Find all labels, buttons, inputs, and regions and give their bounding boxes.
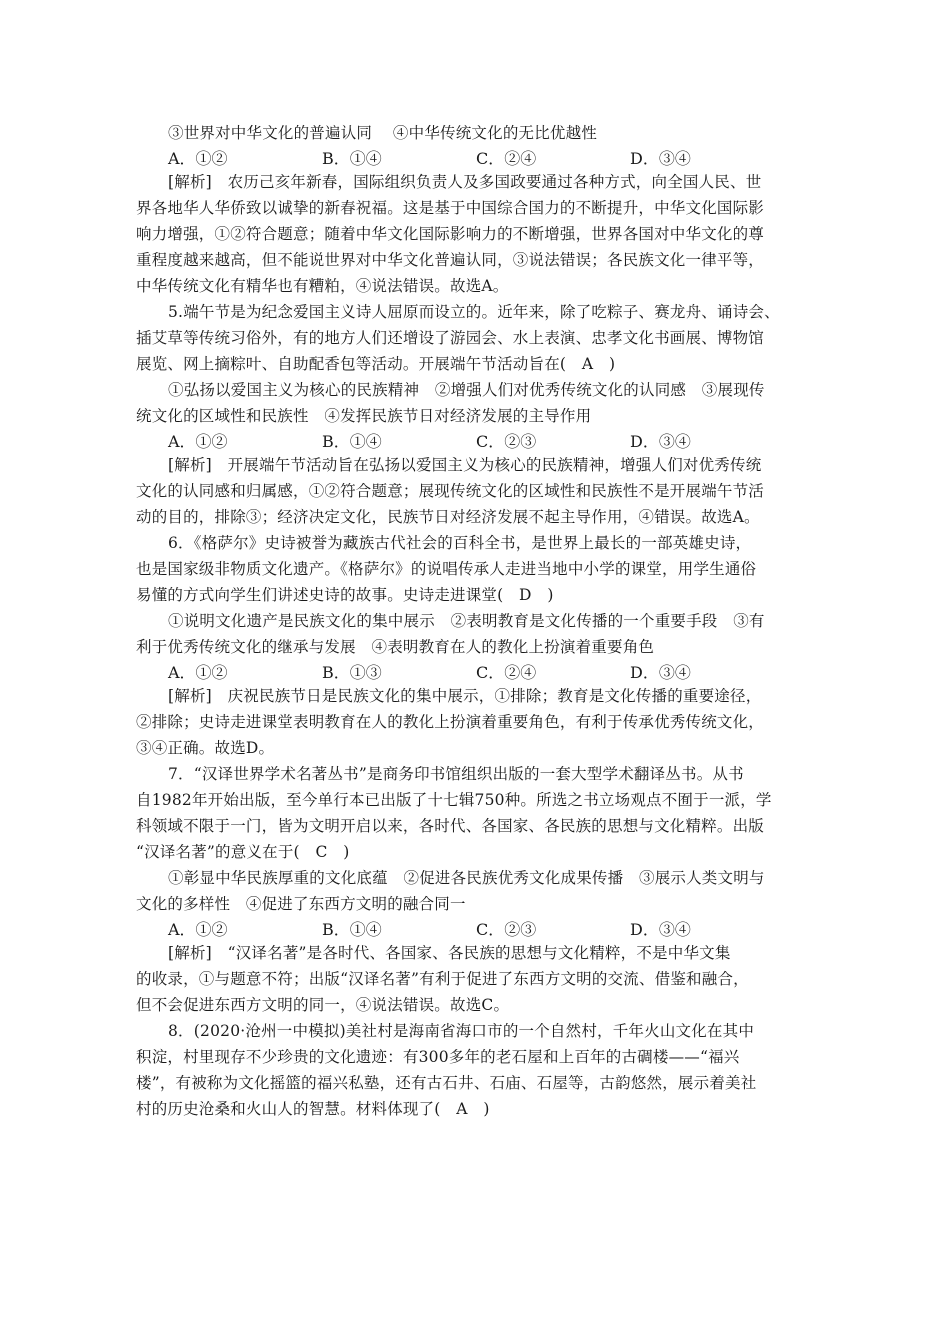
text-line: 自1982年开始出版，至今单行本已出版了十七辑750种。所选之书立场观点不囿于一派，学 [136,791,772,809]
question-stem: 7．“汉译世界学术名著丛书”是商务印书馆组织出版的一套大型学术翻译丛书。从书 [168,765,744,783]
question-5-analysis [136,452,816,530]
text-line: [解析] 农历己亥年新春，国际组织负责人及多国政要通过各种方式，向全国人民、世 [168,173,762,191]
text-line: 中华传统文化有精华也有糟粕，④说法错误。故选A。 [136,277,509,295]
text-line: ③④正确。故选D。 [136,739,275,757]
text-line: 文化的认同感和归属感，①②符合题意；展现传统文化的区域性和民族性不是开展端午节活 [136,482,765,500]
text-line: [解析] “汉译名著”是各时代、各国家、各民族的思想与文化精粹，不是中华文集 [168,944,731,962]
option-c: C．②④ [476,149,537,168]
text-line: 统文化的区域性和民族性 ④发挥民族节日对经济发展的主导作用 [136,407,592,425]
text-line: 插艾草等传统习俗外，有的地方人们还增设了游园会、水上表演、忠孝文化书画展、博物馆 [136,329,765,347]
answer-options [136,429,816,452]
option-b: B．①③ [322,663,382,682]
text-line: “汉译名著”的意义在于( C ) [136,843,350,861]
text-line: 积淀，村里现存不少珍贵的文化遗迹：有300多年的老石屋和上百年的古碉楼——“福兴 [136,1048,740,1066]
text-line: [解析] 庆祝民族节日是民族文化的集中展示，①排除；教育是文化传播的重要途径， [168,687,762,705]
text-line: 重程度越来越高，但不能说世界对中华文化普遍认同，③说法错误；各民族文化一律平等， [136,251,765,269]
question-6 [136,530,816,683]
text-line: 的收录，①与题意不符；出版“汉译名著”有利于促进了东西方文明的交流、借鉴和融合， [136,970,749,988]
option-c: C．②③ [476,432,537,451]
option-b: B．①④ [322,149,382,168]
text-line: 但不会促进东西方文明的同一，④说法错误。故选C。 [136,996,510,1014]
text-line: ③世界对中华文化的普遍认同 ④中华传统文化的无比优越性 [168,124,598,142]
option-b: B．①④ [322,432,382,451]
text-line: ①说明文化遗产是民族文化的集中展示 ②表明教育是文化传播的一个重要手段 ③有 [168,612,765,630]
option-c: C．②③ [476,920,537,939]
text-line: 展览、网上摘粽叶、自助配香包等活动。开展端午节活动旨在( A ) [136,355,616,373]
answer-options [136,660,816,683]
text-line: 文化的多样性 ④促进了东西方文明的融合同一 [136,895,466,913]
question-7-analysis [136,940,816,1018]
text-line: ①彰显中华民族厚重的文化底蕴 ②促进各民族优秀文化成果传播 ③展示人类文明与 [168,869,765,887]
text-line: 界各地华人华侨致以诚挚的新春祝福。这是基于中国综合国力的不断提升，中华文化国际影 [136,199,765,217]
text-line: 科领域不限于一门，皆为文明开启以来，各时代、各国家、各民族的思想与文化精粹。出版 [136,817,765,835]
question-stem: 5.端午节是为纪念爱国主义诗人屈原而设立的。近年来，除了吃粽子、赛龙舟、诵诗会、 [168,303,780,321]
text-line: 易懂的方式向学生们讲述史诗的故事。史诗走进课堂( D ) [136,586,554,604]
option-d: D．③④ [630,432,691,451]
text-line: 响力增强，①②符合题意；随着中华文化国际影响力的不断增强，世界各国对中华文化的尊 [136,225,765,243]
text-line: ②排除；史诗走进课堂表明教育在人的教化上扮演着重要角色，有利于传承优秀传统文化， [136,713,765,731]
option-c: C．②④ [476,663,537,682]
text-line: 动的目的，排除③；经济决定文化，民族节日对经济发展不起主导作用，④错误。故选A。 [136,508,760,526]
option-a: A．①② [168,432,228,451]
question-4-analysis [136,169,816,299]
text-line: ①弘扬以爱国主义为核心的民族精神 ②增强人们对优秀传统文化的认同感 ③展现传 [168,381,765,399]
question-5 [136,299,816,452]
question-7 [136,761,816,940]
option-b: B．①④ [322,920,382,939]
question-stem: 6．《格萨尔》史诗被誉为藏族古代社会的百科全书，是世界上最长的一部英雄史诗， [168,534,752,552]
option-d: D．③④ [630,663,691,682]
question-6-analysis [136,683,816,761]
text-line: [解析] 开展端午节活动旨在弘扬以爱国主义为核心的民族精神，增强人们对优秀传统 [168,456,762,474]
option-d: D．③④ [630,149,691,168]
answer-options [136,917,816,940]
text-line: 也是国家级非物质文化遗产。《格萨尔》的说唱传承人走进当地中小学的课堂，用学生通俗 [136,560,757,578]
text-line: 利于优秀传统文化的继承与发展 ④表明教育在人的教化上扮演着重要角色 [136,638,655,656]
question-4-tail [136,120,816,169]
option-a: A．①② [168,149,228,168]
answer-options [136,146,816,169]
option-a: A．①② [168,663,228,682]
question-8 [136,1018,816,1122]
text-line: 村的历史沧桑和火山人的智慧。材料体现了( A ) [136,1100,490,1118]
option-a: A．①② [168,920,228,939]
document-page [136,120,816,1122]
option-d: D．③④ [630,920,691,939]
text-line: 楼”，有被称为文化摇篮的福兴私塾，还有古石井、石庙、石屋等，古韵悠然，展示着美社 [136,1074,757,1092]
question-stem: 8．(2020·沧州一中模拟)美社村是海南省海口市的一个自然村，千年火山文化在其中 [168,1022,755,1040]
